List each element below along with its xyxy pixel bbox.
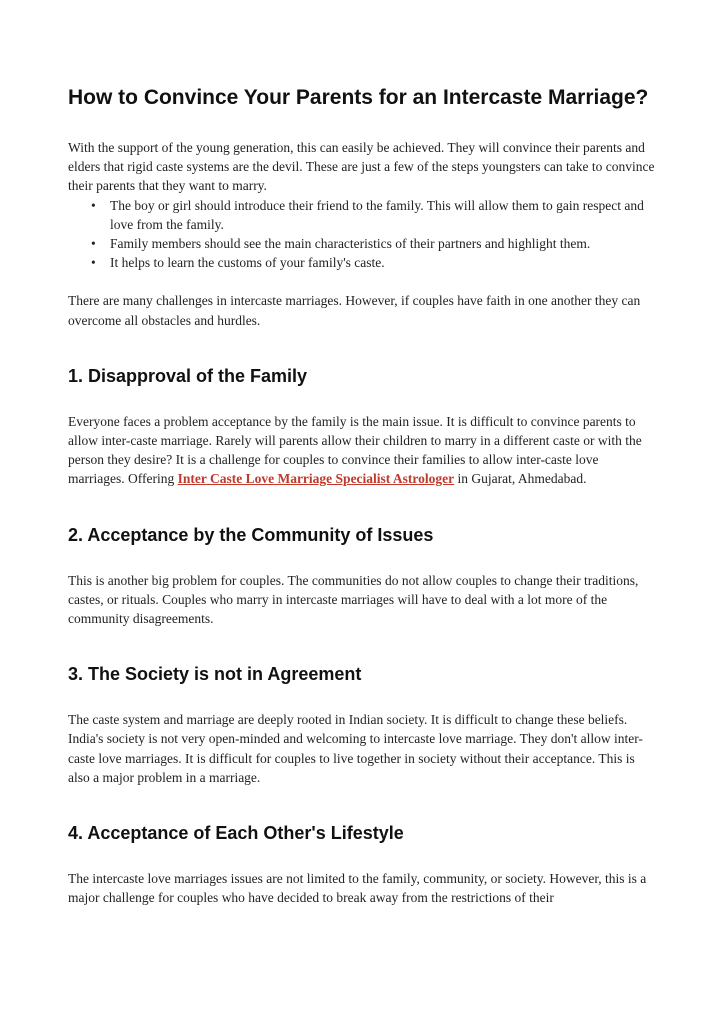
paragraph-text: Everyone faces a problem acceptance by the family is the main issue. It is difficult to convince parents to allow inter-caste marriage. Rarely will parents allow their children to marry in a different caste or with the person they desire? It is a challenge for couples to convince their families to allow inter-caste love marriages. Offering bbox=[68, 413, 642, 487]
list-item-text: Family members should see the main characteristics of their partners and highlight them. bbox=[110, 236, 591, 252]
section-heading-disapproval: 1. Disapproval of the Family bbox=[68, 365, 308, 386]
section-paragraph-lifestyle: The intercaste love marriages issues are not limited to the family, community, or society. However, this is a major challenge for couples who have decided to break away from the restrictions of their bbox=[68, 871, 647, 906]
spacer bbox=[68, 330, 658, 364]
section-paragraph-community: This is another big problem for couples. The communities do not allow couples to change their traditions, castes, or rituals. Couples who marry in intercaste marriages will have to deal with a lot more of the community disagreements. bbox=[68, 572, 639, 627]
spacer bbox=[68, 787, 658, 821]
section-paragraph-disapproval bbox=[68, 412, 658, 489]
list-item bbox=[91, 253, 658, 272]
intro-bullet-list bbox=[68, 196, 658, 273]
section-heading-community: 2. Acceptance by the Community of Issues bbox=[68, 524, 434, 545]
spacer bbox=[68, 489, 658, 523]
paragraph-text: in Gujarat, Ahmedabad. bbox=[454, 471, 587, 487]
list-item-text: The boy or girl should introduce their friend to the family. This will allow them to gain respect and love from the family. bbox=[110, 197, 644, 232]
spacer bbox=[68, 628, 658, 662]
page-title: How to Convince Your Parents for an Intercaste Marriage? bbox=[68, 86, 649, 109]
list-item bbox=[91, 234, 658, 253]
bullet-icon: • bbox=[91, 236, 96, 252]
section-heading-society: 3. The Society is not in Agreement bbox=[68, 664, 362, 685]
section-heading-lifestyle: 4. Acceptance of Each Other's Lifestyle bbox=[68, 823, 404, 844]
intro-closing-paragraph: There are many challenges in intercaste marriages. However, if couples have faith in one another they can overcome all obstacles and hurdles. bbox=[68, 293, 641, 328]
list-item bbox=[91, 196, 658, 234]
astrologer-link[interactable]: Inter Caste Love Marriage Specialist Astrologer bbox=[177, 471, 455, 487]
list-item-text: It helps to learn the customs of your family's caste. bbox=[110, 255, 385, 271]
section-paragraph-society: The caste system and marriage are deeply rooted in Indian society. It is difficult to change these beliefs. India's society is not very open-minded and welcoming to intercaste love marriage. They don't allow inter-caste love marriages. It is difficult for couples to live together in society without their acceptance. This is also a major problem in a marriage. bbox=[68, 712, 643, 785]
bullet-icon: • bbox=[91, 197, 96, 213]
article-body bbox=[68, 84, 658, 907]
bullet-icon: • bbox=[91, 255, 96, 271]
intro-paragraph: With the support of the young generation, this can easily be achieved. They will convince their parents and elders that rigid caste systems are the devil. These are just a few of the steps youngsters can take to convince their parents that they want to marry. bbox=[68, 140, 655, 194]
